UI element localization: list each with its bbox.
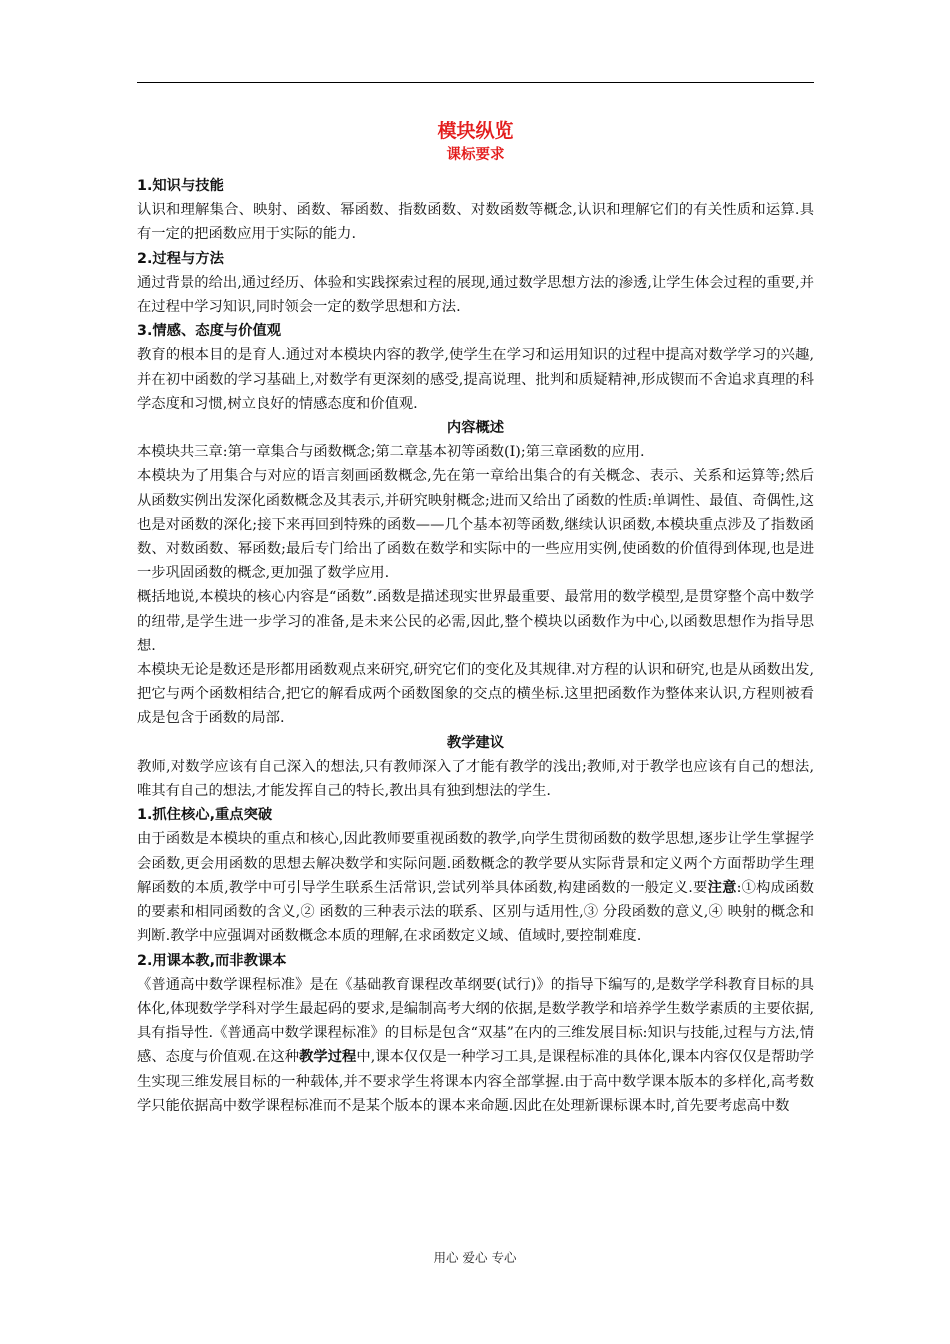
teaching-heading: 教学建议: [446, 734, 505, 751]
overview-heading: 内容概述: [446, 420, 505, 437]
section-text-process: 通过背景的给出,通过经历、体验和实践探索过程的展现,通过数学思想方法的渗透,让学生体会过程的重要,并在过程中学习知识,同时领会一定的数学思想和方法.: [137, 274, 814, 316]
header-rule: [137, 82, 814, 83]
teaching-point-2-text-a: 《普通高中数学课程标准》是在《基础教育课程改革纲要(试行)》的指导下编写的,是数学学科教育目标的具体化,体现数学学科对学生最起码的要求,是编制高考大纲的依据,是数学教学和培养学生数学素质的主要依据,具有指导性.《普通高中数学课程标准》的目标是包含“双基”在内的三维发展目标:知识与技能,过程与方法,情感、态度与价值观.在这种: [137, 976, 814, 1066]
teaching-point-2-text: [137, 973, 814, 1118]
teaching-point-2-heading: 2.用课本教,而非教课本: [137, 952, 287, 969]
overview-paragraph-4: 本模块无论是数还是形都用函数观点来研究,研究它们的变化及其规律.对方程的认识和研究,也是从函数出发,把它与两个函数相结合,把它的解看成两个函数图象的交点的横坐标.这里把函数作为整体来认识,方程则被看成是包含于函数的局部.: [137, 662, 814, 727]
teaching-point-1-emphasis: 注意: [707, 879, 737, 896]
section-heading-attitude: 3.情感、态度与价值观: [137, 323, 282, 340]
teaching-point-2-text-b: 中,课本仅仅是一种学习工具,是课程标准的具体化,课本内容仅仅是帮助学生实现三维发展目标的一种载体,并不要求学生将课本内容全部掌握.由于高中数学课本版本的多样化,高考数学只能依据高中数学课程标准而不是某个版本的课本来命题.因此在处理新课标课本时,首先要考虑高中数: [137, 1049, 815, 1114]
page-title: 模块纵览: [437, 120, 514, 142]
document-body: [137, 118, 814, 1118]
section-heading-knowledge: 1.知识与技能: [137, 178, 224, 194]
teaching-point-1-text-a: 由于函数是本模块的重点和核心,因此教师要重视函数的教学,向学生贯彻函数的数学思想,逐步让学生掌握学会函数,更会用函数的思想去解决数学和实际问题.函数概念的教学要从实际背景和定义两个方面帮助学生理解函数的本质,教学中可引导学生联系生活常识,尝试列举具体函数,构建函数的一般定义.要: [137, 831, 814, 896]
overview-paragraph-3: 概括地说,本模块的核心内容是“函数”.函数是描述现实世界最重要、最常用的数学模型,是贯穿整个高中数学的纽带,是学生进一步学习的准备,是未来公民的必需,因此,整个模块以函数作为中心,以函数思想作为指导思想.: [137, 589, 814, 654]
section-heading-process: 2.过程与方法: [137, 250, 224, 267]
section-text-attitude: 教育的根本目的是育人.通过对本模块内容的教学,使学生在学习和运用知识的过程中提高对数学学习的兴趣,并在初中函数的学习基础上,对数学有更深刻的感受,提高说理、批判和质疑精神,形成锲而不舍追求真理的科学态度和习惯,树立良好的情感态度和价值观.: [137, 347, 814, 412]
teaching-intro: 教师,对数学应该有自己深入的想法,只有教师深入了才能有教学的浅出;教师,对于教学也应该有自己的想法,唯其有自己的想法,才能发挥自己的特长,教出具有独到想法的学生.: [137, 758, 814, 800]
teaching-point-1-text-b: :①构成函数的要素和相同函数的含义,② 函数的三种表示法的联系、区别与适用性,③ 分段函数的意义,④ 映射的概念和判断.教学中应强调对函数概念本质的理解,在求函数定义域、值域时,要控制难度.: [137, 879, 814, 945]
section-text-knowledge: 认识和理解集合、映射、函数、幂函数、指数函数、对数函数等概念,认识和理解它们的有关性质和运算.具有一定的把函数应用于实际的能力.: [137, 202, 814, 243]
overview-paragraph-2: 本模块为了用集合与对应的语言刻画函数概念,先在第一章给出集合的有关概念、表示、关系和运算等;然后从函数实例出发深化函数概念及其表示,并研究映射概念;进而又给出了函数的性质:单调性、最值、奇偶性,这也是对函数的深化;接下来再回到特殊的函数——几个基本初等函数,继续认识函数,本模块重点涉及了指数函数、对数函数、幂函数;最后专门给出了函数在数学和实际中的一些应用实例,使函数的价值得到体现,也是进一步巩固函数的概念,更加强了数学应用.: [137, 468, 814, 582]
teaching-point-1-text: [137, 827, 814, 948]
page-subtitle: 课标要求: [446, 147, 505, 163]
teaching-point-2-emphasis: 教学过程: [299, 1049, 357, 1066]
teaching-point-1-heading: 1.抓住核心,重点突破: [137, 807, 273, 824]
overview-paragraph-1: 本模块共三章:第一章集合与函数概念;第二章基本初等函数(I);第三章函数的应用.: [137, 444, 645, 461]
page-footer: 用心 爱心 专心: [433, 1250, 517, 1265]
